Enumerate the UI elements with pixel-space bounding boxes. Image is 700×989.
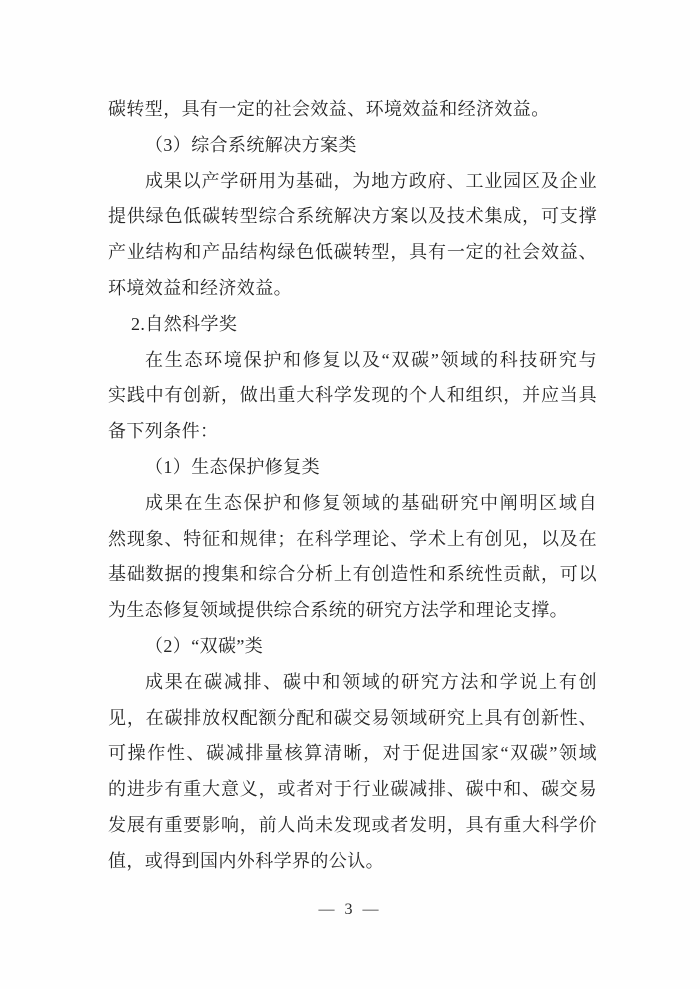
heading-line: 2.自然科学奖: [131, 313, 238, 334]
text-line: 发展有重要影响，前人尚未发现或者发明，具有重大科学价: [108, 814, 597, 835]
text-line: 的进步有重大意义，或者对于行业碳减排、碳中和、碳交易: [108, 779, 597, 800]
text-line: 成果在碳减排、碳中和领域的研究方法和学说上有创: [145, 671, 597, 692]
heading-line: （2）“双碳”类: [145, 635, 264, 656]
text-line: 为生态修复领域提供综合系统的研究方法学和理论支撑。: [108, 600, 568, 621]
heading-line: （3）综合系统解决方案类: [145, 134, 357, 155]
text-line: 见，在碳排放权配额分配和碳交易领域研究上具有创新性、: [108, 707, 597, 728]
text-line: 实践中有创新，做出重大科学发现的个人和组织，并应当具: [108, 385, 597, 406]
text-line: 备下列条件：: [108, 421, 219, 442]
page-number: — 3 —: [318, 901, 382, 918]
text-line: 产业结构和产品结构绿色低碳转型，具有一定的社会效益、: [108, 242, 597, 263]
text-line: 成果以产学研用为基础，为地方政府、工业园区及企业: [145, 170, 597, 191]
text-line: 环境效益和经济效益。: [108, 277, 292, 298]
text-line: 在生态环境保护和修复以及“双碳”领域的科技研究与: [145, 349, 597, 370]
text-line: 成果在生态保护和修复领域的基础研究中阐明区域自: [145, 492, 597, 513]
text-line: 提供绿色低碳转型综合系统解决方案以及技术集成，可支撑: [108, 206, 597, 227]
text-line: 然现象、特征和规律；在科学理论、学术上有创见，以及在: [108, 528, 597, 549]
text-line: 值，或得到国内外科学界的公认。: [108, 850, 384, 871]
text-line: 可操作性、碳减排量核算清晰，对于促进国家“双碳”领域: [108, 743, 597, 764]
text-line: 基础数据的搜集和综合分析上有创造性和系统性贡献，可以: [108, 564, 597, 585]
text-line: 碳转型，具有一定的社会效益、环境效益和经济效益。: [108, 99, 550, 119]
heading-line: （1）生态保护修复类: [145, 456, 320, 477]
document-body: [108, 92, 597, 880]
